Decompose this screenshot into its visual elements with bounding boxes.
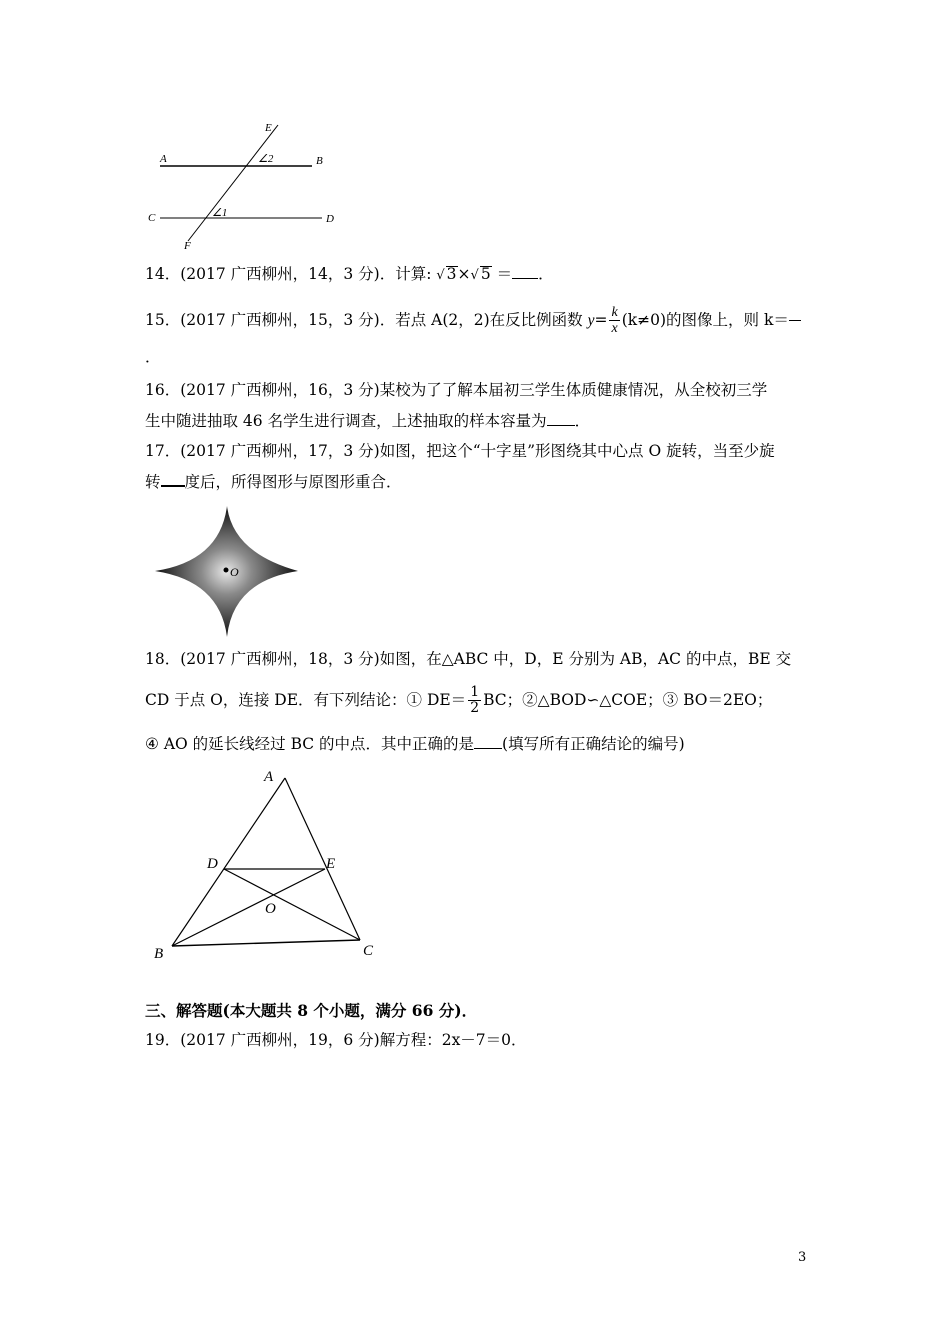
page-number: 3 xyxy=(798,1250,807,1265)
label-B: B xyxy=(316,155,323,167)
question-15-wrap: ． xyxy=(145,348,161,366)
label-A: A xyxy=(160,153,167,165)
question-17-line2: 转 度后，所得图形与原图形重合． xyxy=(145,473,402,491)
question-18-line3: ④ AO 的延长线经过 BC 的中点．其中正确的是 (填写所有正确结论的编号) xyxy=(145,735,685,753)
answer-blank[interactable] xyxy=(512,278,538,279)
radicand-3: 3 xyxy=(446,265,457,283)
answer-blank[interactable] xyxy=(474,748,502,749)
label-C: C xyxy=(363,943,374,959)
label-O: O xyxy=(230,565,239,579)
answer-blank[interactable] xyxy=(161,485,185,487)
answer-blank[interactable] xyxy=(789,320,801,321)
label-O: O xyxy=(265,901,276,917)
parallel-lines-figure xyxy=(140,115,350,255)
label-B: B xyxy=(154,946,164,962)
question-18-line1: 18．(2017 广西柳州，18，3 分)如图，在△ABC 中，D，E 分别为 AB，AC 的中点，BE 交 xyxy=(145,650,792,668)
question-19: 19．(2017 广西柳州，19，6 分)解方程：2x－7＝0． xyxy=(145,1031,527,1049)
label-D: D xyxy=(326,213,334,225)
fraction-one-half: $\frac{1}{2}$ xyxy=(470,684,480,717)
answer-blank[interactable] xyxy=(547,425,575,426)
label-F: F xyxy=(184,240,191,252)
label-D: D xyxy=(207,856,218,872)
fraction-k-over-x: $\frac{k}{x}$ xyxy=(611,305,618,337)
cross-star-figure xyxy=(150,503,305,641)
triangle-figure xyxy=(150,766,385,966)
label-angle2: ∠2 xyxy=(258,153,274,165)
label-E: E xyxy=(265,122,272,134)
label-C: C xyxy=(148,212,156,224)
question-15: 15．(2017 广西柳州，15，3 分)．若点 A(2，2)在反比例函数 y= $\frac{k}{x}$ (k≠0)的图像上，则 k＝ xyxy=(145,305,801,337)
label-E: E xyxy=(326,856,336,872)
label-A: A xyxy=(264,769,274,785)
question-18-line2: CD 于点 O，连接 DE．有下列结论：① DE＝ $\frac{1}{2}$ BC；②△BOD∽△COE；③ BO＝2EO； xyxy=(145,684,773,717)
question-17-line1: 17．(2017 广西柳州，17，3 分)如图，把这个“十字星”形图绕其中心点 O 旋转，当至少旋 xyxy=(145,442,775,460)
section-3-heading: 三、解答题(本大题共 8 个小题，满分 66 分)． xyxy=(145,1001,478,1020)
label-angle1: ∠1 xyxy=(212,207,228,219)
center-point xyxy=(224,568,229,573)
question-16-line2: 生中随进抽取 46 名学生进行调查，上述抽取的样本容量为 ． xyxy=(145,412,591,430)
question-16-line1: 16．(2017 广西柳州，16，3 分)某校为了了解本届初三学生体质健康情况，从全校初三学 xyxy=(145,381,768,399)
radicand-5: 5 xyxy=(480,265,491,283)
question-14: 14．(2017 广西柳州，14，3 分)．计算: √ 3×√ 5 ＝ ． xyxy=(145,265,554,283)
